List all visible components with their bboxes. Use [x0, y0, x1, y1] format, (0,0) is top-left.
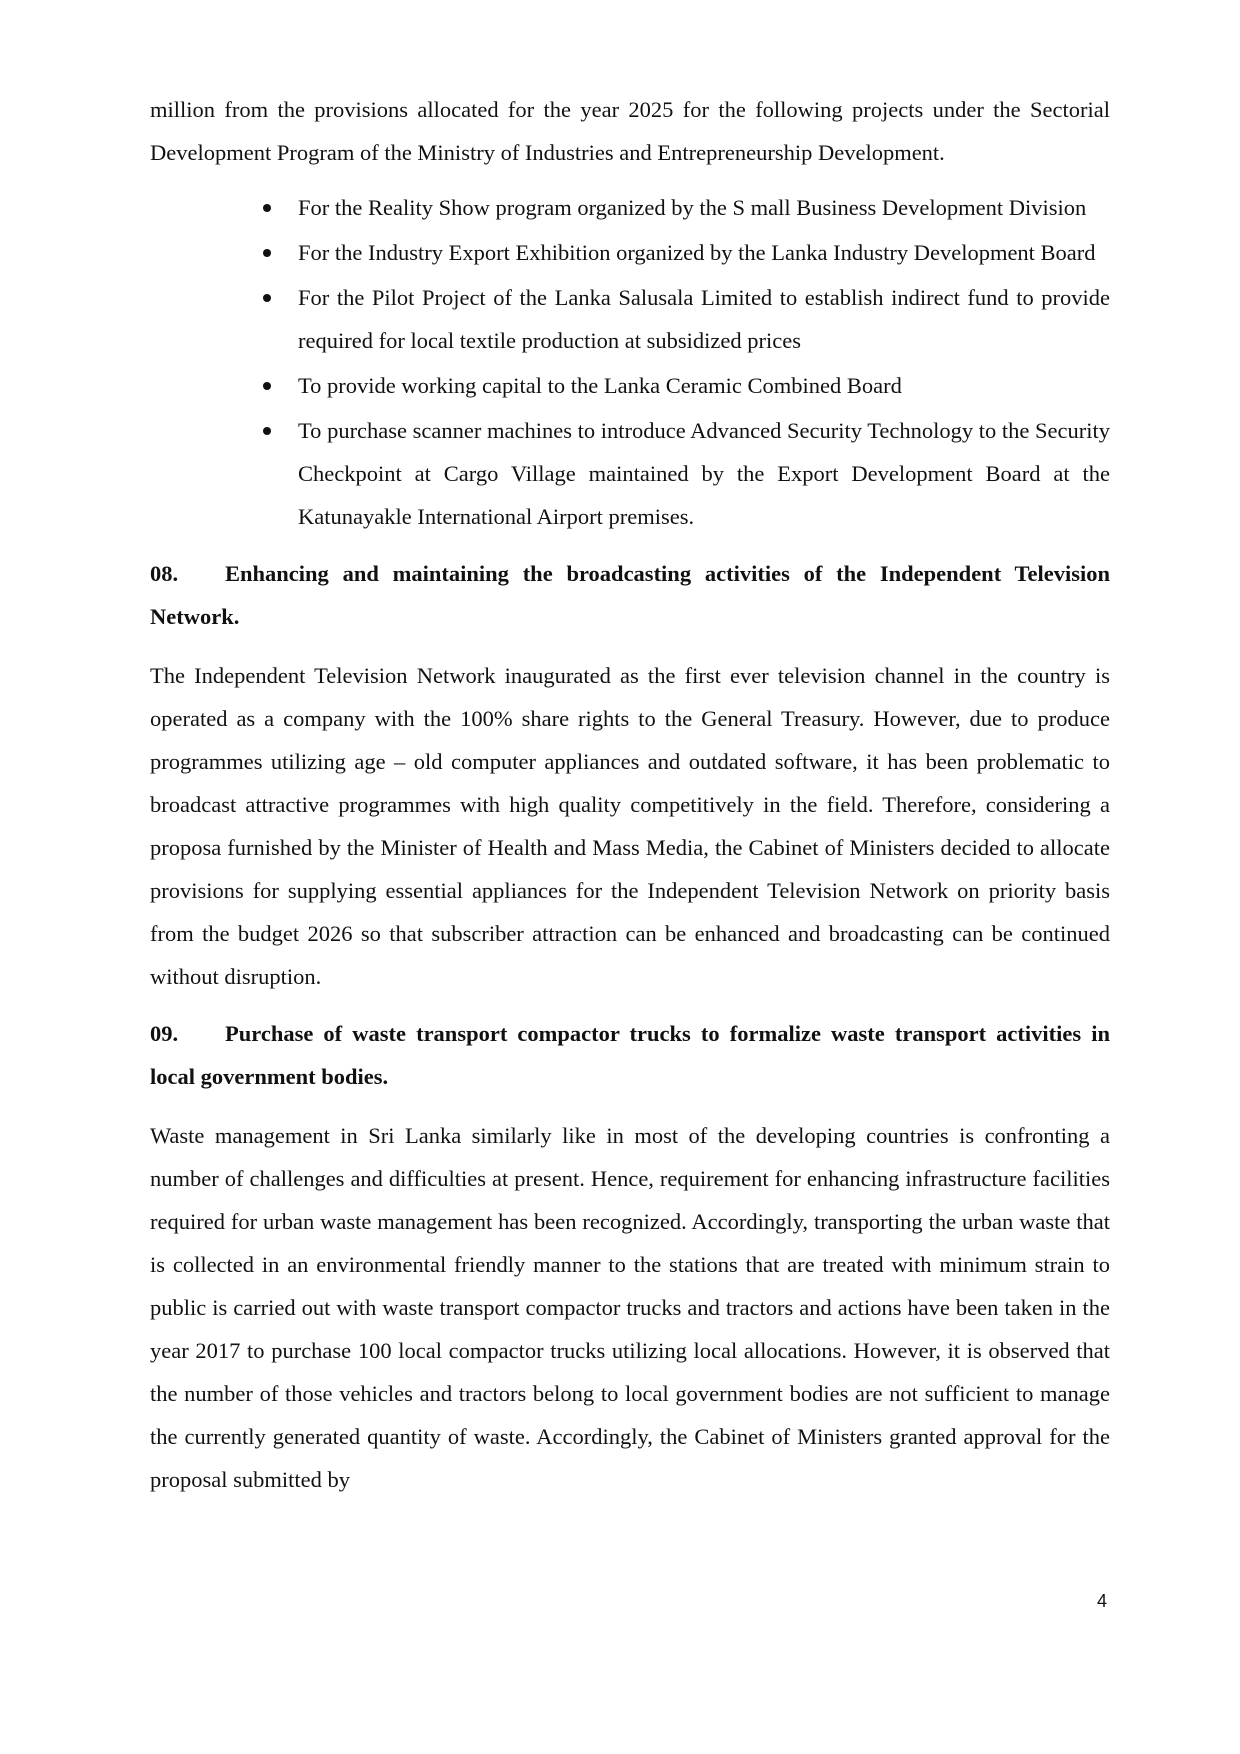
section-08-body: The Independent Television Network inaugurated as the first ever television channel in the country is operated as a company with the 100% share rights to the General Treasury. However, due to produce programmes utilizing age – old computer appliances and outdated software, it has been problematic to broadcast attractive programmes with high quality competitively in the field. Therefore, considering a proposa furnished by the Minister of Health and Mass Media, the Cabinet of Ministers decided to allocate provisions for supplying essential appliances for the Independent Television Network on priority basis from the budget 2026 so that subscriber attraction can be enhanced and broadcasting can be continued without disruption.: [150, 663, 1110, 989]
section-09-body: Waste management in Sri Lanka similarly like in most of the developing countries is confronting a number of challenges and difficulties at present. Hence, requirement for enhancing infrastructure facilities required for urban waste management has been recognized. Accordingly, transporting the urban waste that is collected in an environmental friendly manner to the stations that are treated with minimum strain to public is carried out with waste transport compactor trucks and tractors and actions have been taken in the year 2017 to purchase 100 local compactor trucks utilizing local allocations. However, it is observed that the number of those vehicles and tractors belong to local government bodies are not sufficient to manage the currently generated quantity of waste. Accordingly, the Cabinet of Ministers granted approval for the proposal submitted by: [150, 1123, 1110, 1492]
bullet-text: To purchase scanner machines to introduce Advanced Security Technology to the Security Checkpoint at Cargo Village maintained by the Export Development Board at the Katunayakle International Airport premises.: [298, 418, 1110, 529]
section-08-heading: [150, 552, 1110, 638]
bullet-dot-icon: [263, 204, 271, 212]
project-bullet-list: [150, 186, 1110, 538]
bullet-item: [150, 364, 1110, 407]
section-09-title: Purchase of waste transport compactor trucks to formalize waste transport activities in local government bodies.: [150, 1021, 1110, 1089]
bullet-item: [150, 231, 1110, 274]
bullet-dot-icon: [263, 427, 271, 435]
page-number: 4: [1097, 1591, 1108, 1611]
section-09-heading: [150, 1012, 1110, 1098]
section-09-number: 09.: [150, 1021, 179, 1046]
bullet-text: To provide working capital to the Lanka Ceramic Combined Board: [298, 373, 902, 398]
intro-paragraph: million from the provisions allocated for the year 2025 for the following projects under the Sectorial Development Program of the Ministry of Industries and Entrepreneurship Development.: [150, 97, 1110, 165]
section-08-title: Enhancing and maintaining the broadcasting activities of the Independent Television Network.: [150, 561, 1110, 629]
document-page: [150, 88, 1110, 1501]
bullet-item: [150, 276, 1110, 362]
section-08-number: 08.: [150, 561, 179, 586]
bullet-dot-icon: [263, 382, 271, 390]
bullet-item: [150, 409, 1110, 538]
bullet-text: For the Pilot Project of the Lanka Salusala Limited to establish indirect fund to provide required for local textile production at subsidized prices: [298, 285, 1110, 353]
bullet-dot-icon: [263, 294, 271, 302]
bullet-text: For the Industry Export Exhibition organized by the Lanka Industry Development Board: [298, 240, 1096, 265]
bullet-text: For the Reality Show program organized by the S mall Business Development Division: [298, 195, 1087, 220]
bullet-item: [150, 186, 1110, 229]
bullet-dot-icon: [263, 249, 271, 257]
